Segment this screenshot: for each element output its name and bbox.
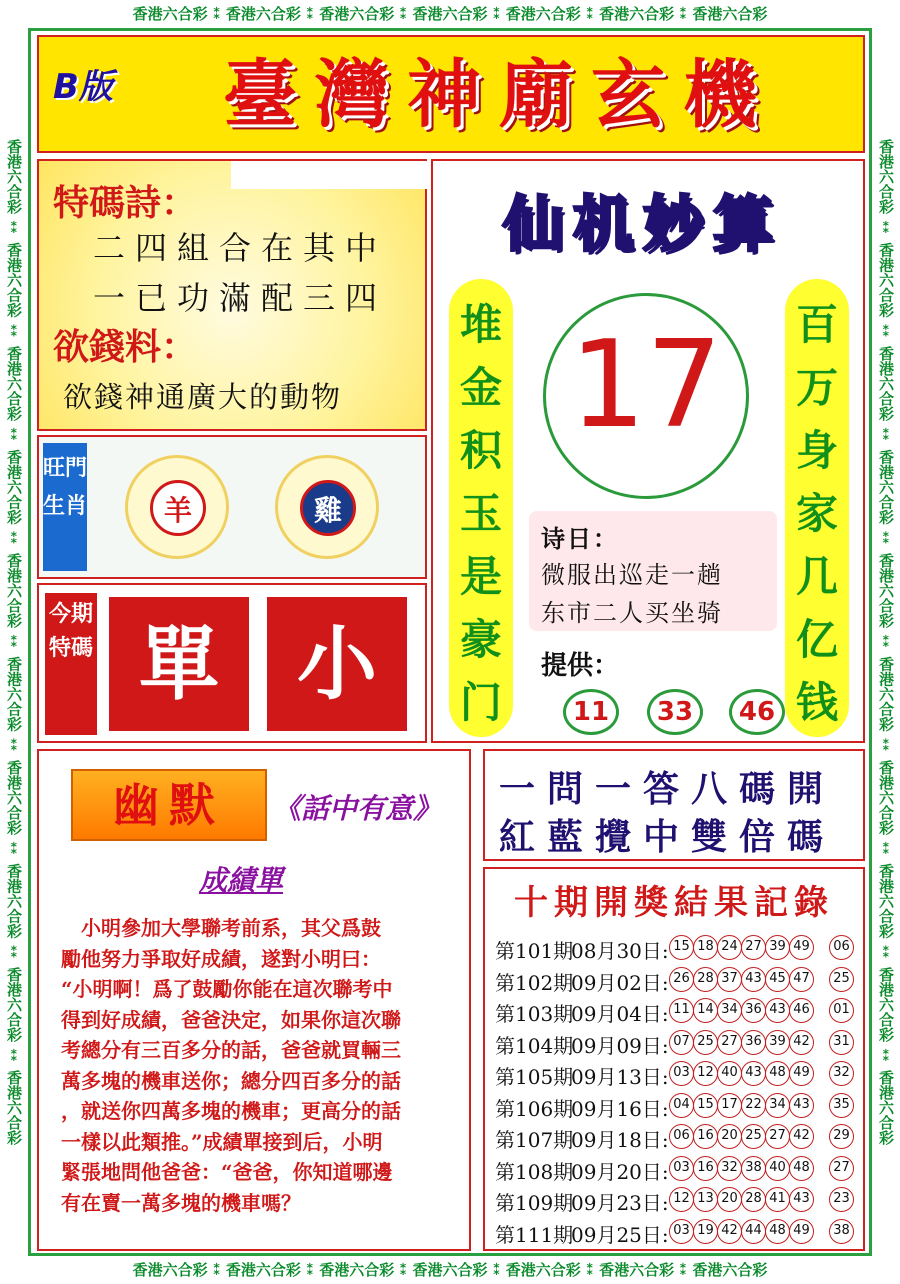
goat-ball [125, 455, 229, 559]
provided-number: 33 [647, 689, 703, 735]
qa-line-1: 一問一答八碼開 [499, 768, 836, 810]
result-ball: 06 [669, 1124, 694, 1149]
result-ball: 27 [717, 1030, 742, 1055]
result-period: 第104期 [495, 1033, 574, 1058]
result-row [495, 994, 859, 1026]
result-ball: 27 [741, 935, 766, 960]
result-ball: 11 [669, 998, 694, 1023]
story-line: 有在賣一萬多塊的機車嗎？ [61, 1190, 301, 1215]
poem-panel [37, 159, 427, 431]
poem-label: 特碼詩： [53, 182, 198, 224]
special-code-panel [37, 583, 427, 743]
result-row [495, 963, 859, 995]
result-ball: 48 [789, 1156, 814, 1181]
result-special-ball: 23 [829, 1187, 854, 1212]
result-ball: 40 [765, 1156, 790, 1181]
result-ball: 28 [693, 967, 718, 992]
results-panel [483, 867, 865, 1251]
result-row [495, 931, 859, 963]
left-border-strip: 香港六合彩 ⁑ 香港六合彩 ⁑ 香港六合彩 ⁑ 香港六合彩 ⁑ 香港六合彩 ⁑ 香港六合彩 ⁑ 香港六合彩 ⁑ 香港六合彩 ⁑ 香港六合彩 ⁑ 香港六合彩 [5, 139, 23, 1145]
left-pill: 堆金积玉是豪门 [449, 279, 513, 737]
rooster-ball-label: 雞 [300, 480, 356, 536]
result-ball: 36 [741, 998, 766, 1023]
result-special-ball: 25 [829, 967, 854, 992]
result-row [495, 1026, 859, 1058]
oracle-title: 仙机妙算 [503, 190, 783, 260]
result-ball: 15 [669, 935, 694, 960]
poem-line-2: 一已功滿配三四 [93, 279, 388, 317]
result-special-ball: 01 [829, 998, 854, 1023]
result-ball: 43 [789, 1093, 814, 1118]
result-ball: 17 [717, 1093, 742, 1118]
result-ball: 25 [741, 1124, 766, 1149]
result-ball: 43 [789, 1187, 814, 1212]
poster-body [28, 28, 872, 1256]
result-row [495, 1089, 859, 1121]
result-ball: 48 [765, 1061, 790, 1086]
result-ball: 45 [765, 967, 790, 992]
result-ball: 49 [789, 1219, 814, 1244]
result-period: 第107期 [495, 1128, 574, 1152]
result-date: 09月25日: [571, 1222, 669, 1247]
right-pill: 百万身家几亿钱 [785, 279, 849, 737]
result-ball: 34 [717, 998, 742, 1023]
result-row [495, 1215, 859, 1247]
result-ball: 43 [765, 998, 790, 1023]
result-ball: 14 [693, 998, 718, 1023]
zodiac-panel [37, 435, 427, 579]
result-ball: 43 [741, 1061, 766, 1086]
result-date: 09月23日: [571, 1191, 669, 1215]
result-date: 09月04日: [571, 1002, 669, 1026]
story-line: 得到好成績，爸爸決定，如果你這次聯 [61, 1007, 401, 1032]
result-ball: 43 [741, 967, 766, 992]
result-ball: 24 [717, 935, 742, 960]
story-line: 萬多塊的機車送你；總分四百多分的話 [61, 1068, 401, 1093]
humor-story [61, 913, 459, 1218]
result-ball: 48 [765, 1219, 790, 1244]
result-date: 09月16日: [571, 1096, 669, 1121]
result-special-ball: 35 [829, 1093, 854, 1118]
result-ball: 12 [693, 1061, 718, 1086]
result-ball: 20 [717, 1124, 742, 1149]
result-date: 09月09日: [571, 1033, 669, 1058]
result-ball: 46 [789, 998, 814, 1023]
goat-ball-label: 羊 [150, 480, 206, 536]
result-ball: 12 [669, 1187, 694, 1212]
verse-box [529, 511, 777, 631]
rooster-ball [275, 455, 379, 559]
provided-number: 11 [563, 689, 619, 735]
main-number: 17 [569, 316, 723, 455]
result-row [495, 1057, 859, 1089]
result-period: 第106期 [495, 1096, 574, 1121]
qa-line-2: 紅藍攪中雙倍碼 [499, 816, 836, 858]
verse-line-2: 东市二人买坐骑 [541, 599, 723, 627]
story-line: ，就送你四萬多塊的機車；更高分的話 [61, 1099, 401, 1123]
provided-number: 46 [729, 689, 785, 735]
result-date: 09月20日: [571, 1159, 669, 1184]
zodiac-label: 旺門生肖 [43, 443, 87, 571]
verse-label: 诗日： [541, 524, 619, 553]
special-code-label: 今期特碼 [45, 593, 97, 735]
main-number-circle [543, 293, 749, 499]
result-ball: 03 [669, 1156, 694, 1181]
result-ball: 36 [741, 1030, 766, 1055]
story-line: 小明參加大學聯考前系，其父爲鼓 [61, 916, 381, 940]
result-period: 第108期 [495, 1159, 574, 1184]
result-ball: 39 [765, 935, 790, 960]
result-ball: 49 [789, 935, 814, 960]
white-patch [231, 161, 431, 189]
result-ball: 28 [741, 1187, 766, 1212]
result-period: 第102期 [495, 970, 574, 995]
result-ball: 42 [717, 1219, 742, 1244]
result-ball: 37 [717, 967, 742, 992]
results-title: 十期開獎結果記錄 [514, 883, 834, 923]
poster-title: 臺灣神廟玄機 [223, 52, 775, 138]
result-ball: 32 [717, 1156, 742, 1181]
result-special-ball: 31 [829, 1030, 854, 1055]
story-line: 一樣以此類推。”成績單接到后，小明 [61, 1129, 383, 1154]
result-row [495, 1120, 859, 1152]
humor-tag: 幽默 [71, 769, 267, 841]
special-card-small: 小 [267, 597, 407, 731]
story-line: “小明啊！爲了鼓勵你能在這次聯考中 [61, 977, 393, 1001]
result-ball: 19 [693, 1219, 718, 1244]
result-period: 第109期 [495, 1191, 574, 1215]
result-ball: 18 [693, 935, 718, 960]
result-ball: 34 [765, 1093, 790, 1118]
top-border-strip: 香港六合彩 ⁑ 香港六合彩 ⁑ 香港六合彩 ⁑ 香港六合彩 ⁑ 香港六合彩 ⁑ 香港六合彩 ⁑ 香港六合彩 [132, 5, 768, 23]
result-ball: 42 [789, 1124, 814, 1149]
qa-panel [483, 749, 865, 861]
result-ball: 47 [789, 967, 814, 992]
humor-panel [37, 749, 471, 1251]
result-ball: 38 [741, 1156, 766, 1181]
result-ball: 20 [717, 1187, 742, 1212]
result-special-ball: 06 [829, 935, 854, 960]
result-ball: 03 [669, 1061, 694, 1086]
result-ball: 44 [741, 1219, 766, 1244]
result-special-ball: 32 [829, 1061, 854, 1086]
result-ball: 27 [765, 1124, 790, 1149]
money-label: 欲錢料： [53, 326, 198, 368]
oracle-panel [431, 159, 865, 743]
result-ball: 13 [693, 1187, 718, 1212]
result-ball: 22 [741, 1093, 766, 1118]
result-ball: 03 [669, 1219, 694, 1244]
result-period: 第111期 [495, 1222, 574, 1247]
result-ball: 39 [765, 1030, 790, 1055]
header-banner [37, 35, 865, 153]
result-date: 09月13日: [571, 1065, 669, 1089]
result-period: 第101期 [495, 939, 574, 963]
result-date: 08月30日: [571, 939, 669, 963]
bottom-border-strip: 香港六合彩 ⁑ 香港六合彩 ⁑ 香港六合彩 ⁑ 香港六合彩 ⁑ 香港六合彩 ⁑ 香港六合彩 ⁑ 香港六合彩 [132, 1261, 768, 1279]
result-special-ball: 29 [829, 1124, 854, 1149]
money-text: 欲錢神通廣大的動物 [63, 380, 343, 414]
result-ball: 25 [693, 1030, 718, 1055]
result-ball: 26 [669, 967, 694, 992]
provide-label: 提供： [541, 651, 620, 681]
result-special-ball: 27 [829, 1156, 854, 1181]
verse-line-1: 微服出巡走一趟 [541, 561, 723, 589]
result-row [495, 1183, 859, 1215]
edition-badge: B版 [53, 59, 141, 117]
result-special-ball: 38 [829, 1219, 854, 1244]
story-line: 勵他努力爭取好成績，遂對小明曰： [61, 946, 381, 971]
result-ball: 04 [669, 1093, 694, 1118]
result-ball: 16 [693, 1124, 718, 1149]
result-ball: 07 [669, 1030, 694, 1055]
result-period: 第103期 [495, 1002, 574, 1026]
result-ball: 49 [789, 1061, 814, 1086]
result-ball: 15 [693, 1093, 718, 1118]
result-ball: 40 [717, 1061, 742, 1086]
right-border-strip: 香港六合彩 ⁑ 香港六合彩 ⁑ 香港六合彩 ⁑ 香港六合彩 ⁑ 香港六合彩 ⁑ 香港六合彩 ⁑ 香港六合彩 ⁑ 香港六合彩 ⁑ 香港六合彩 ⁑ 香港六合彩 [877, 139, 895, 1145]
result-date: 09月18日: [571, 1128, 669, 1152]
story-line: 考總分有三百多分的話，爸爸就買輛三 [61, 1038, 401, 1062]
poem-line-1: 二四組合在其中 [93, 229, 388, 267]
result-ball: 41 [765, 1187, 790, 1212]
humor-heading: 成績單 [199, 864, 284, 897]
special-card-odd: 單 [109, 597, 249, 731]
result-ball: 42 [789, 1030, 814, 1055]
humor-subtitle: 《話中有意》 [273, 792, 442, 825]
result-row [495, 1152, 859, 1184]
result-ball: 16 [693, 1156, 718, 1181]
story-line: 緊張地問他爸爸：“爸爸，你知道哪邊 [61, 1160, 393, 1184]
result-date: 09月02日: [571, 970, 669, 995]
result-period: 第105期 [495, 1065, 574, 1089]
